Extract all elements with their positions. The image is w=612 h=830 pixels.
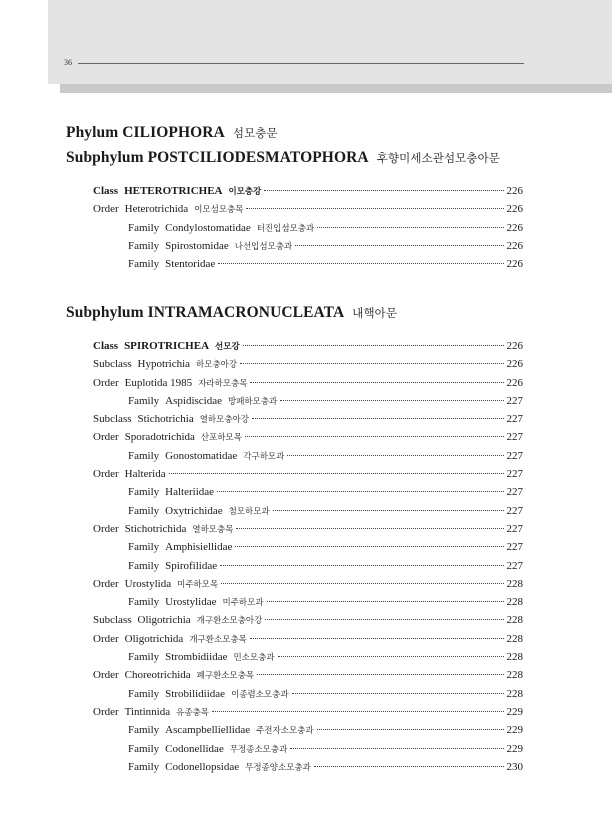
dot-leader — [236, 528, 503, 529]
toc-entry-page: 227 — [506, 559, 523, 572]
toc-entry-korean: 유종충목 — [176, 707, 209, 718]
toc-entry-page: 229 — [506, 742, 523, 755]
toc-entry-page: 228 — [506, 596, 523, 609]
toc-entry-page: 227 — [506, 504, 523, 517]
toc-entry-rank: Family — [128, 258, 160, 271]
heading-phylum — [66, 124, 278, 142]
toc-entry — [93, 669, 523, 687]
toc-entry-korean: 자라하모충목 — [198, 378, 248, 389]
toc-entry-taxon: Choreotrichida — [124, 669, 191, 682]
toc-entry-korean: 나선입섬모충과 — [234, 241, 293, 252]
toc-entry — [93, 240, 523, 258]
toc-entry-korean: 미주하모과 — [222, 598, 264, 609]
toc-entry-label — [93, 523, 233, 535]
toc-entry — [93, 706, 523, 724]
toc-entry-taxon: Oligotrichia — [137, 614, 191, 627]
toc-entry — [93, 688, 523, 706]
toc-entry-korean: 이종렴소모충과 — [231, 689, 289, 700]
toc-entry-rank: Order — [93, 468, 119, 481]
toc-entry-page: 227 — [506, 541, 523, 554]
toc-entry-korean: 이모섬모충목 — [194, 205, 244, 216]
toc-entry-taxon: Sporadotrichida — [124, 431, 195, 444]
toc-entry-page: 227 — [506, 394, 523, 407]
toc-entry-label — [93, 614, 262, 626]
toc-entry-korean: 개구환소모충아강 — [196, 616, 263, 627]
toc-entry-taxon: Oligotrichida — [124, 632, 184, 645]
dot-leader — [273, 510, 504, 511]
toc-entry-rank: Subclass — [93, 358, 132, 371]
dot-leader — [295, 245, 503, 246]
heading-subphylum2-en: Subphylum INTRAMACRONUCLEATA — [66, 304, 345, 321]
toc-entry-page: 227 — [506, 522, 523, 535]
heading-subphylum1-en: Subphylum POSTCILIODESMATOPHORA — [66, 149, 369, 166]
heading-subphylum2-kr: 내핵아문 — [352, 306, 398, 320]
toc-entry-page: 228 — [506, 651, 523, 664]
toc-entry-taxon: Strobilidiidae — [165, 687, 226, 700]
toc-entry — [93, 413, 523, 431]
toc-entry-label — [128, 486, 214, 498]
toc-entry-taxon: SPIROTRICHEA — [124, 340, 210, 352]
toc-entry-taxon: Codonellidae — [165, 742, 224, 755]
toc-entry — [93, 614, 523, 632]
toc-entry-page: 226 — [506, 376, 523, 389]
toc-entry-label — [93, 468, 166, 480]
toc-section-postciliodesmatophora — [93, 185, 523, 276]
toc-entry-rank: Order — [93, 577, 119, 590]
toc-entry-label — [93, 669, 254, 681]
toc-entry-korean: 미주하모목 — [177, 579, 219, 590]
toc-entry — [93, 340, 523, 358]
toc-entry — [93, 651, 523, 669]
toc-entry-page: 226 — [506, 258, 523, 271]
toc-entry-label — [93, 706, 209, 718]
toc-entry-korean: 첨모하모과 — [228, 506, 270, 517]
toc-entry-rank: Family — [128, 724, 160, 737]
toc-entry — [93, 761, 523, 779]
toc-entry-taxon: Stichotrichia — [137, 413, 194, 426]
toc-entry-page: 228 — [506, 614, 523, 627]
toc-entry-label — [128, 724, 314, 736]
toc-entry-page: 227 — [506, 449, 523, 462]
toc-entry-page: 226 — [506, 239, 523, 252]
heading-phylum-en: Phylum CILIOPHORA — [66, 124, 225, 141]
toc-entry — [93, 560, 523, 578]
toc-entry-rank: Family — [128, 687, 160, 700]
dot-leader — [280, 400, 503, 401]
toc-entry-korean: 산포하모목 — [200, 433, 242, 444]
toc-entry-label — [128, 651, 275, 663]
header-band — [48, 0, 612, 84]
toc-entry — [93, 633, 523, 651]
toc-entry-taxon: Hypotrichia — [137, 358, 191, 371]
toc-entry-taxon: Codonellopsidae — [165, 760, 240, 773]
toc-entry-page: 227 — [506, 486, 523, 499]
toc-entry — [93, 258, 523, 276]
toc-entry — [93, 578, 523, 596]
toc-entry-taxon: Stichotrichida — [124, 522, 187, 535]
dot-leader — [314, 766, 504, 767]
toc-entry-rank: Family — [128, 596, 160, 609]
toc-entry-korean: 민소모충과 — [233, 653, 275, 664]
toc-entry-label — [128, 688, 289, 700]
toc-entry — [93, 523, 523, 541]
toc-entry-page: 229 — [506, 724, 523, 737]
toc-entry-label — [128, 761, 311, 773]
toc-entry-korean: 하모충아강 — [196, 360, 238, 371]
toc-entry-rank: Order — [93, 669, 119, 682]
dot-leader — [252, 418, 504, 419]
page-number: 36 — [64, 58, 72, 67]
header-shadow — [60, 84, 612, 93]
toc-entry-label — [128, 258, 215, 270]
dot-leader — [287, 455, 503, 456]
toc-entry-rank: Subclass — [93, 614, 132, 627]
toc-entry-label — [93, 203, 243, 215]
toc-entry-rank: Subclass — [93, 413, 132, 426]
dot-leader — [267, 601, 504, 602]
toc-entry-korean: 열하모충아강 — [199, 415, 249, 426]
dot-leader — [250, 638, 504, 639]
dot-leader — [265, 619, 503, 620]
toc-entry-label — [93, 633, 247, 645]
toc-entry — [93, 468, 523, 486]
header-rule — [78, 63, 524, 64]
dot-leader — [250, 382, 503, 383]
toc-entry-korean: 선모강 — [215, 342, 240, 352]
toc-entry-korean: 주전자소모충과 — [256, 726, 314, 737]
toc-entry-label — [93, 413, 249, 425]
toc-entry-taxon: Halterida — [124, 468, 166, 481]
toc-entry-taxon: Spirofilidae — [165, 559, 218, 572]
dot-leader — [212, 711, 504, 712]
toc-entry-label — [128, 560, 217, 572]
dot-leader — [245, 436, 504, 437]
toc-entry-korean: 무정종소모충과 — [229, 744, 288, 755]
toc-entry-taxon: Halteriidae — [165, 486, 215, 499]
toc-entry-rank: Order — [93, 632, 119, 645]
toc-entry-label — [93, 340, 240, 352]
toc-entry-rank: Class — [93, 340, 119, 352]
dot-leader — [235, 546, 503, 547]
toc-entry-rank: Family — [128, 449, 160, 462]
toc-entry-rank: Family — [128, 651, 160, 664]
toc-entry-korean: 열하모충목 — [192, 524, 234, 535]
toc-entry-rank: Family — [128, 221, 160, 234]
toc-entry-taxon: Aspidiscidae — [165, 394, 222, 407]
toc-entry-taxon: Ascampbelliellidae — [165, 724, 251, 737]
toc-entry — [93, 222, 523, 240]
dot-leader — [317, 729, 504, 730]
toc-entry-page: 227 — [506, 431, 523, 444]
toc-entry-label — [128, 541, 232, 553]
toc-entry-korean: 터진입섬모충과 — [256, 223, 315, 234]
heading-subphylum-intramacronucleata — [66, 304, 397, 322]
toc-section-intramacronucleata — [93, 340, 523, 779]
toc-entry-taxon: Heterotrichida — [124, 203, 189, 216]
toc-entry-korean: 무정종양소모충과 — [245, 762, 311, 773]
toc-entry-page: 226 — [506, 203, 523, 216]
toc-entry-page: 228 — [506, 687, 523, 700]
toc-entry — [93, 358, 523, 376]
dot-leader — [246, 208, 503, 209]
toc-entry — [93, 486, 523, 504]
toc-entry — [93, 185, 523, 203]
dot-leader — [317, 227, 503, 228]
toc-entry — [93, 596, 523, 614]
toc-entry-taxon: Tintinnida — [124, 705, 171, 718]
toc-entry-taxon: Amphisiellidae — [165, 541, 233, 554]
dot-leader — [169, 473, 504, 474]
toc-entry-rank: Order — [93, 431, 119, 444]
heading-subphylum1-kr: 후향미세소관섬모충아문 — [376, 151, 501, 165]
toc-entry-page: 228 — [506, 669, 523, 682]
dot-leader — [292, 693, 504, 694]
toc-entry-label — [128, 596, 264, 608]
toc-entry-label — [93, 185, 261, 197]
toc-entry-rank: Family — [128, 742, 160, 755]
dot-leader — [290, 748, 503, 749]
toc-entry-label — [128, 743, 287, 755]
toc-entry-page: 226 — [506, 185, 523, 197]
toc-entry-taxon: Stentoridae — [165, 258, 216, 271]
toc-entry-page: 227 — [506, 413, 523, 426]
heading-phylum-kr: 섬모충문 — [232, 126, 278, 140]
toc-entry-page: 228 — [506, 577, 523, 590]
toc-entry-taxon: HETEROTRICHEA — [124, 185, 223, 197]
toc-entry — [93, 743, 523, 761]
dot-leader — [220, 565, 503, 566]
toc-entry — [93, 395, 523, 413]
toc-entry-korean: 각구하모과 — [243, 451, 285, 462]
toc-entry-label — [93, 431, 242, 443]
dot-leader — [264, 190, 503, 191]
dot-leader — [243, 345, 504, 346]
toc-entry-taxon: Euplotida 1985 — [124, 376, 193, 389]
toc-entry — [93, 541, 523, 559]
toc-entry-rank: Family — [128, 504, 160, 517]
toc-entry — [93, 431, 523, 449]
toc-entry-taxon: Gonostomatidae — [165, 449, 238, 462]
toc-entry-label — [128, 222, 314, 234]
toc-entry-rank: Family — [128, 541, 160, 554]
toc-entry — [93, 505, 523, 523]
toc-entry — [93, 724, 523, 742]
toc-entry-rank: Order — [93, 203, 119, 216]
toc-entry-page: 229 — [506, 705, 523, 718]
toc-entry-rank: Family — [128, 486, 160, 499]
toc-entry — [93, 203, 523, 221]
heading-subphylum-postciliodesmatophora — [66, 149, 500, 167]
toc-entry — [93, 450, 523, 468]
toc-entry-page: 230 — [506, 760, 523, 773]
toc-entry-korean: 개구환소모충목 — [189, 634, 247, 645]
toc-entry-page: 226 — [506, 358, 523, 371]
toc-entry-taxon: Urostylida — [124, 577, 172, 590]
toc-entry-korean: 이모충강 — [228, 187, 262, 197]
toc-entry-taxon: Condylostomatidae — [165, 221, 251, 234]
dot-leader — [240, 363, 503, 364]
toc-entry-korean: 방패하모충과 — [228, 396, 278, 407]
toc-entry-rank: Order — [93, 705, 119, 718]
toc-entry-rank: Family — [128, 394, 160, 407]
toc-entry-label — [128, 450, 284, 462]
toc-entry-label — [93, 578, 218, 590]
toc-entry-label — [128, 240, 292, 252]
toc-entry-taxon: Urostylidae — [165, 596, 217, 609]
dot-leader — [221, 583, 503, 584]
toc-entry-korean: 폐구환소모충목 — [196, 671, 255, 682]
toc-entry-taxon: Spirostomidae — [165, 239, 229, 252]
dot-leader — [218, 263, 503, 264]
toc-entry-page: 226 — [506, 340, 523, 352]
toc-entry-rank: Family — [128, 559, 160, 572]
dot-leader — [217, 491, 503, 492]
toc-entry-rank: Family — [128, 239, 160, 252]
toc-entry-label — [93, 358, 237, 370]
toc-entry-rank: Order — [93, 522, 119, 535]
toc-entry-rank: Class — [93, 185, 119, 197]
toc-entry-taxon: Strombidiidae — [165, 651, 228, 664]
toc-entry — [93, 377, 523, 395]
toc-entry-taxon: Oxytrichidae — [165, 504, 223, 517]
dot-leader — [257, 674, 503, 675]
toc-entry-rank: Family — [128, 760, 160, 773]
toc-entry-label — [93, 377, 247, 389]
toc-entry-page: 226 — [506, 221, 523, 234]
dot-leader — [278, 656, 504, 657]
toc-entry-label — [128, 505, 270, 517]
toc-entry-label — [128, 395, 277, 407]
toc-entry-rank: Order — [93, 376, 119, 389]
toc-entry-page: 228 — [506, 632, 523, 645]
toc-entry-page: 227 — [506, 468, 523, 481]
